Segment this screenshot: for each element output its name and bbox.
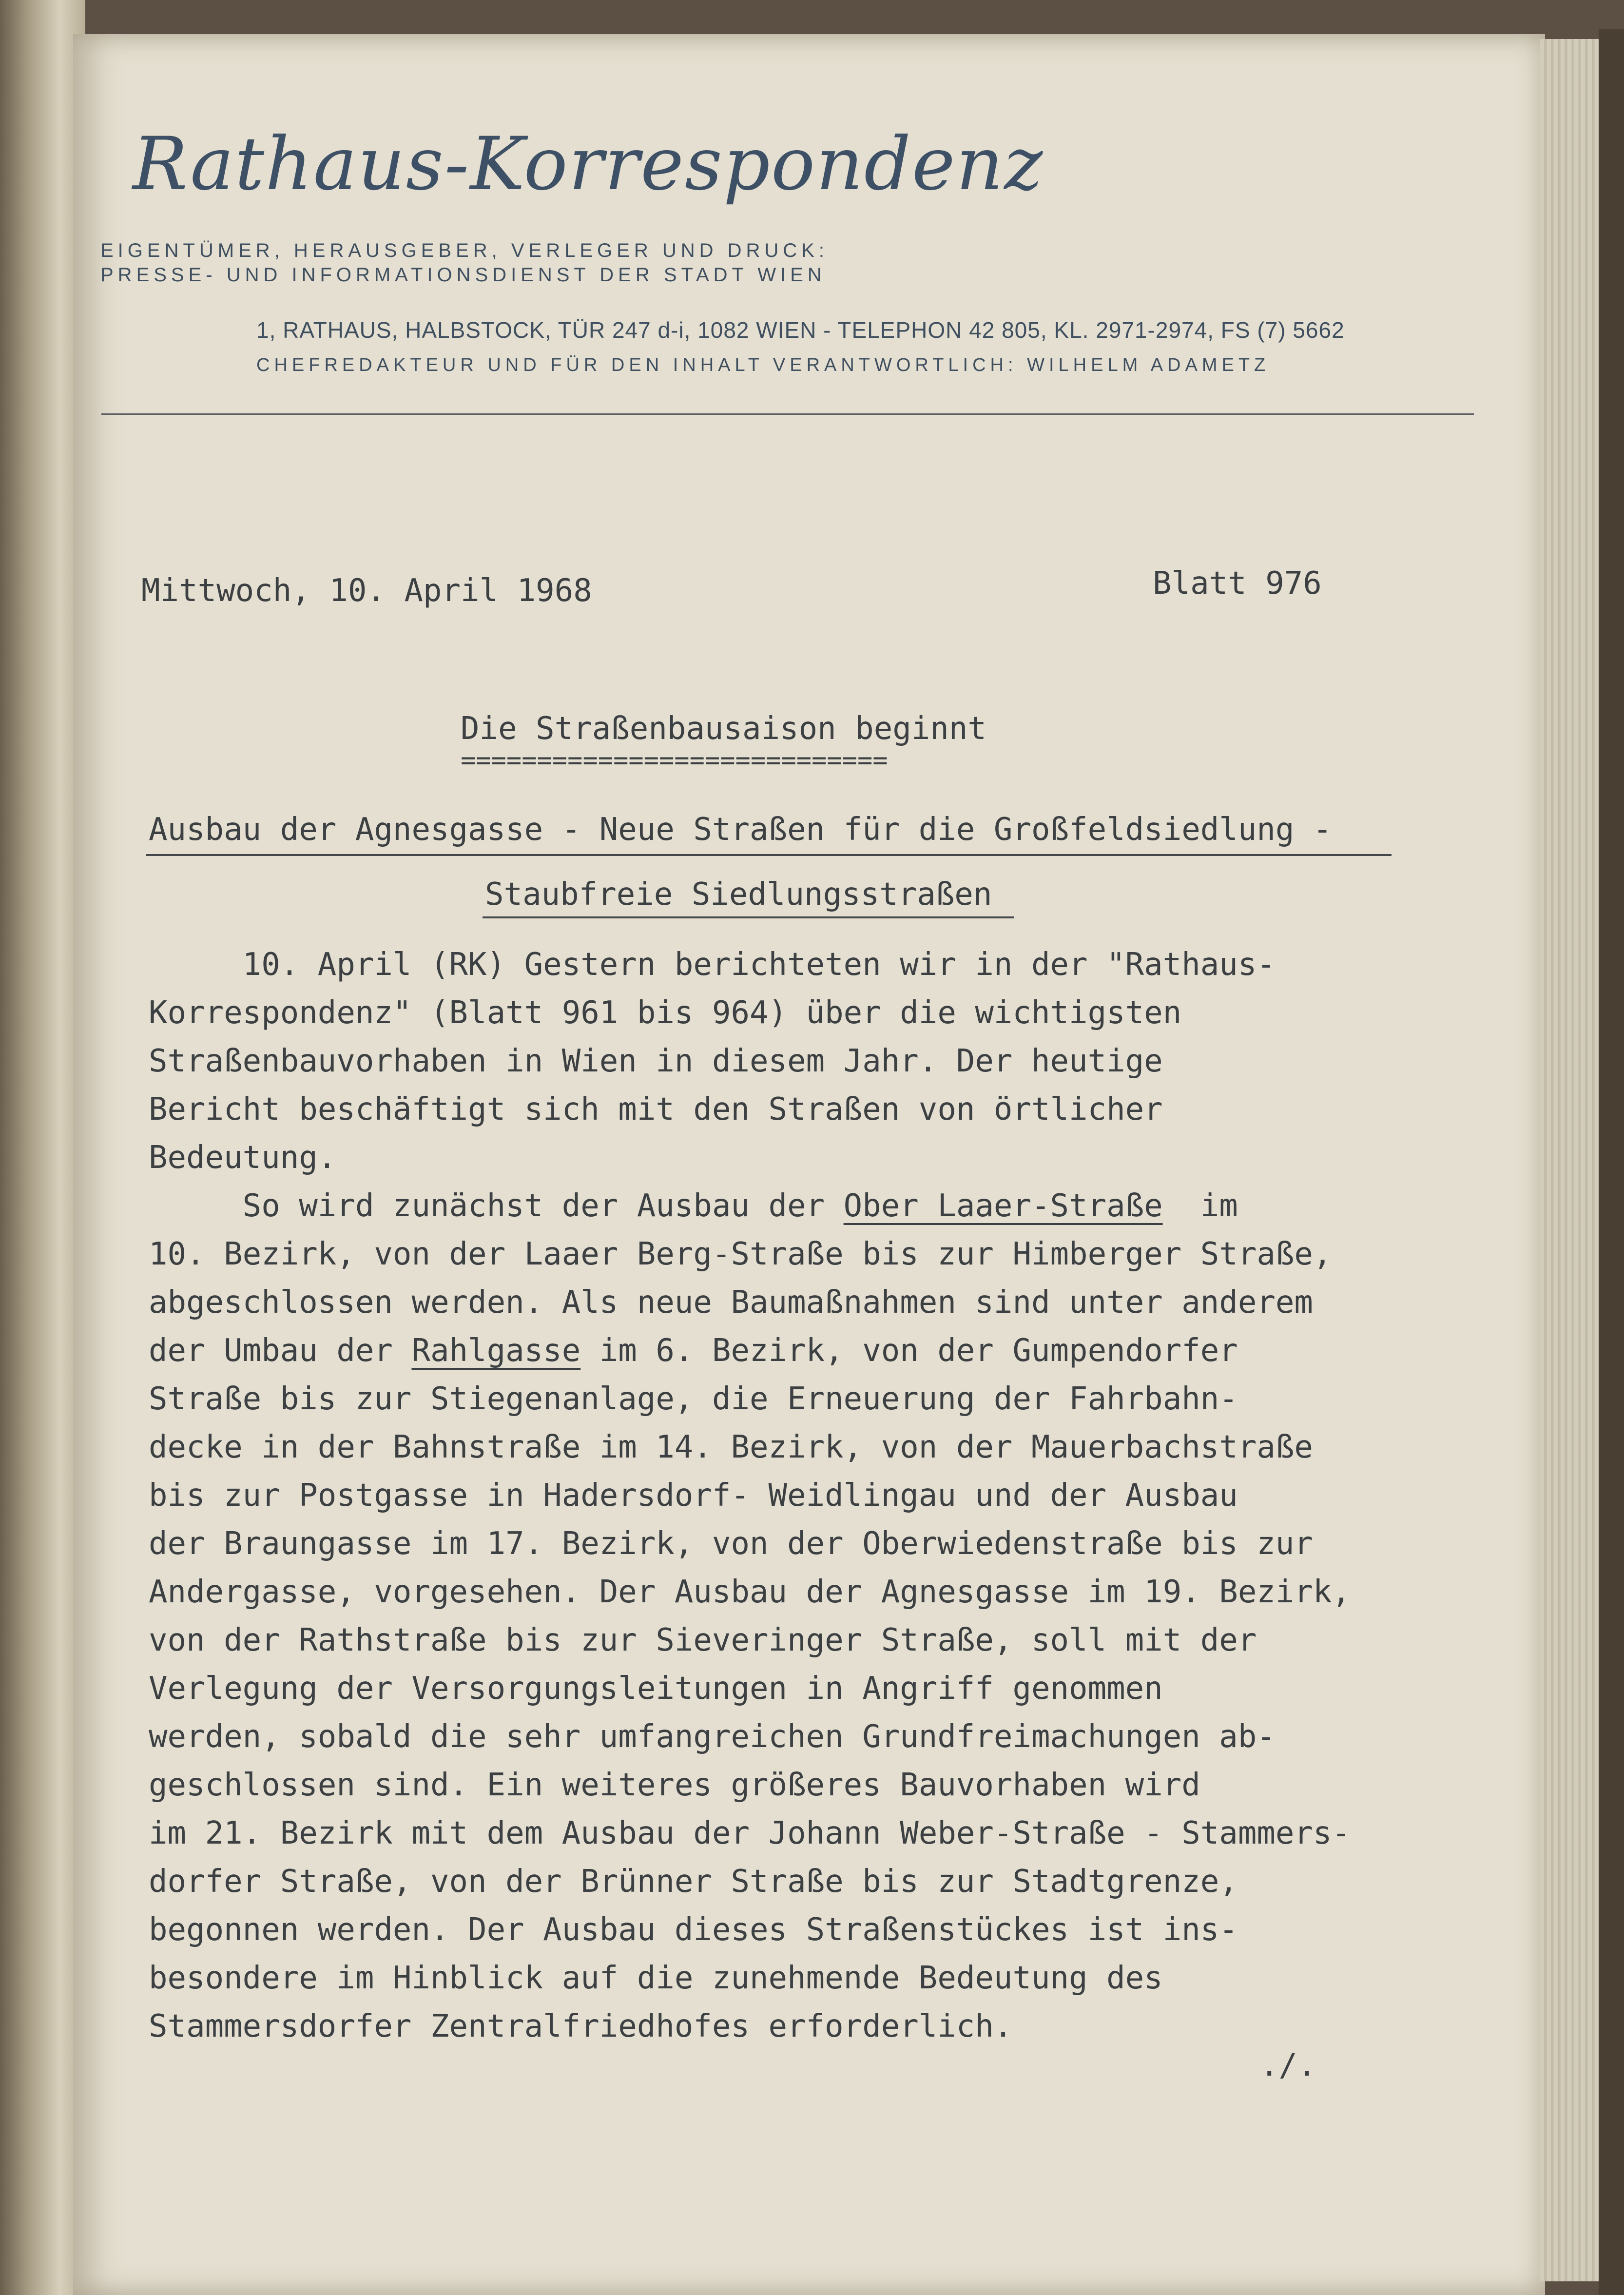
body-line: 10. Bezirk, von der Laaer Berg-Straße bis zur Himberger Straße, [149,1236,1332,1272]
body-line: Stammersdorfer Zentralfriedhofes erforderlich. [149,2008,1013,2044]
body-line: geschlossen sind. Ein weiteres größeres Bauvorhaben wird [149,1767,1200,1803]
issue-date: Mittwoch, 10. April 1968 [141,573,592,609]
body-line [149,1327,1465,1375]
masthead-owner-line: EIGENTÜMER, HERAUSGEBER, VERLEGER UND DRUCK: [100,240,829,261]
body-line: bis zur Postgasse in Hadersdorf- Weidlingau und der Ausbau [149,1478,1238,1514]
body-line: im 21. Bezirk mit dem Ausbau der Johann Weber-Straße - Stammers- [149,1815,1351,1851]
subtitle-2-underline [483,916,1014,918]
body-text-fragment: So wird zunächst der Ausbau der [149,1188,844,1224]
article-title-rule: ============================ [461,746,888,775]
body-line: werden, sobald die sehr umfangreichen Grundfreimachungen ab- [149,1719,1276,1755]
book-cover-edge [1599,29,1624,2295]
body-text-fragment: im [1162,1188,1238,1224]
body-line: besondere im Hinblick auf die zunehmende Bedeutung des [149,1960,1163,1996]
street-name-underlined: Ober Laaer-Straße [843,1188,1163,1224]
sheet-number: Blatt 976 [1153,565,1322,602]
masthead-editor: CHEFREDAKTEUR UND FÜR DEN INHALT VERANTWORTLICH: WILHELM ADAMETZ [256,355,1270,375]
body-line: 10. April (RK) Gestern berichteten wir in der "Rathaus- [149,947,1276,983]
street-name-underlined: Rahlgasse [411,1333,581,1369]
article-subtitle-2: Staubfreie Siedlungsstraßen [485,876,992,913]
body-line: Bericht beschäftigt sich mit den Straßen von örtlicher [149,1091,1163,1128]
page-edges-right [1540,39,1604,2281]
body-line: Straße bis zur Stiegenanlage, die Erneuerung der Fahrbahn- [149,1381,1238,1417]
article-subtitle-1: Ausbau der Agnesgasse - Neue Straßen für die Großfeldsiedlung - [149,812,1332,848]
body-line [149,1182,1465,1230]
body-line: von der Rathstraße bis zur Sieveringer Straße, soll mit der [149,1622,1257,1658]
article-body [149,941,1465,2051]
body-line: abgeschlossen werden. Als neue Baumaßnahmen sind unter anderem [149,1284,1313,1321]
body-text-fragment: der Umbau der [149,1333,412,1369]
book-spine-left [0,0,85,2295]
body-line: begonnen werden. Der Ausbau dieses Straßenstückes ist ins- [149,1912,1238,1948]
body-line: decke in der Bahnstraße im 14. Bezirk, von der Mauerbachstraße [149,1429,1313,1465]
body-line: der Braungasse im 17. Bezirk, von der Oberwiedenstraße bis zur [149,1526,1313,1562]
article-title: Die Straßenbausaison beginnt [461,711,986,747]
body-line: Bedeutung. [149,1140,337,1176]
body-line: Andergasse, vorgesehen. Der Ausbau der Agnesgasse im 19. Bezirk, [149,1574,1351,1610]
body-line: Straßenbauvorhaben in Wien in diesem Jahr. Der heutige [149,1043,1163,1079]
body-line: dorfer Straße, von der Brünner Straße bis zur Stadtgrenze, [149,1864,1238,1900]
header-divider [101,413,1474,415]
body-line: Verlegung der Versorgungsleitungen in Angriff genommen [149,1671,1163,1707]
subtitle-1-underline [146,854,1392,856]
masthead-service-line: PRESSE- UND INFORMATIONSDIENST DER STADT WIEN [100,264,826,286]
body-line: Korrespondenz" (Blatt 961 bis 964) über die wichtigsten [149,995,1182,1031]
masthead-title: Rathaus-Korrespondenz [133,122,1044,207]
body-text-fragment: im 6. Bezirk, von der Gumpendorfer [580,1333,1238,1369]
masthead-address: 1, RATHAUS, HALBSTOCK, TÜR 247 d-i, 1082 WIEN - TELEPHON 42 805, KL. 2971-2974, FS (7) 5662 [256,317,1345,343]
continued-mark: ./. [1260,2047,1316,2083]
